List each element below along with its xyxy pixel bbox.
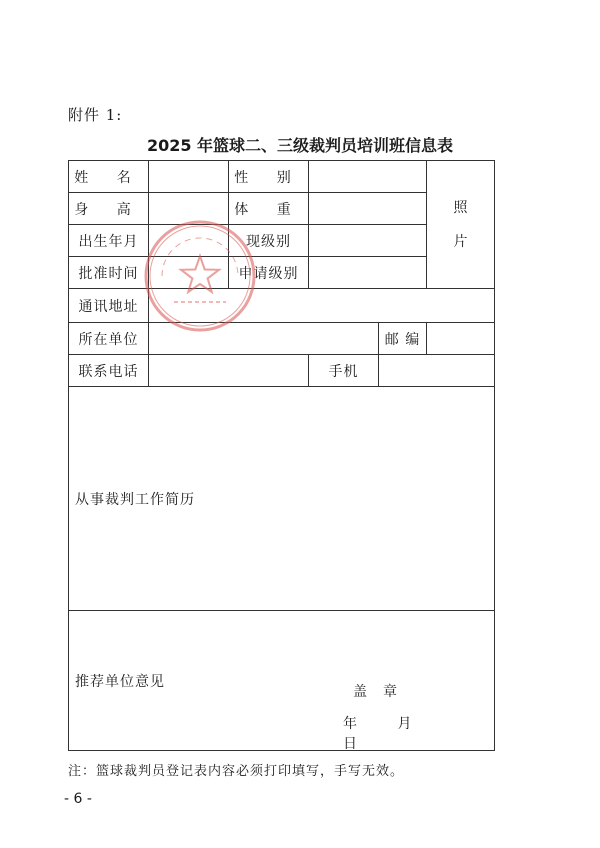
current-level-field[interactable] <box>309 225 427 257</box>
employer-label: 所在单位 <box>69 323 149 355</box>
gender-field[interactable] <box>309 161 427 193</box>
phone-label: 联系电话 <box>69 355 149 387</box>
address-label: 通讯地址 <box>69 289 149 323</box>
referee-history-label: 从事裁判工作简历 <box>75 491 195 508</box>
height-field[interactable] <box>149 193 229 225</box>
recommendation-label: 推荐单位意见 <box>75 673 165 690</box>
referee-history-field[interactable] <box>69 387 495 611</box>
seal-label: 盖章 <box>353 684 413 700</box>
gender-label: 性 别 <box>229 161 309 193</box>
weight-field[interactable] <box>309 193 427 225</box>
current-level-label: 现级别 <box>229 225 309 257</box>
birth-field[interactable] <box>149 225 229 257</box>
postcode-label: 邮 编 <box>379 323 427 355</box>
signature-date <box>343 713 494 751</box>
date-year: 年 <box>343 716 357 732</box>
registration-form-table <box>68 160 495 751</box>
page-number: - 6 - <box>64 791 92 807</box>
photo-label-2: 片 <box>453 233 468 250</box>
name-label: 姓 名 <box>69 161 149 193</box>
attachment-label: 附件 1: <box>68 106 123 124</box>
footnote: 注：篮球裁判员登记表内容必须打印填写，手写无效。 <box>68 764 405 779</box>
postcode-field[interactable] <box>427 323 495 355</box>
recommendation-field[interactable] <box>69 611 495 751</box>
mobile-label: 手机 <box>309 355 379 387</box>
address-field[interactable] <box>149 289 495 323</box>
approval-time-label: 批准时间 <box>69 257 149 289</box>
date-day: 日 <box>343 736 357 751</box>
phone-field[interactable] <box>149 355 309 387</box>
mobile-field[interactable] <box>379 355 495 387</box>
photo-label-1: 照 <box>453 199 468 216</box>
employer-field[interactable] <box>149 323 379 355</box>
apply-level-label: 申请级别 <box>229 257 309 289</box>
approval-time-field[interactable] <box>149 257 229 289</box>
height-label: 身 高 <box>69 193 149 225</box>
date-month: 月 <box>397 716 412 732</box>
weight-label: 体 重 <box>229 193 309 225</box>
photo-box[interactable] <box>427 161 495 289</box>
birth-label: 出生年月 <box>69 225 149 257</box>
apply-level-field[interactable] <box>309 257 427 289</box>
form-title: 2025 年篮球二、三级裁判员培训班信息表 <box>146 136 454 155</box>
name-field[interactable] <box>149 161 229 193</box>
